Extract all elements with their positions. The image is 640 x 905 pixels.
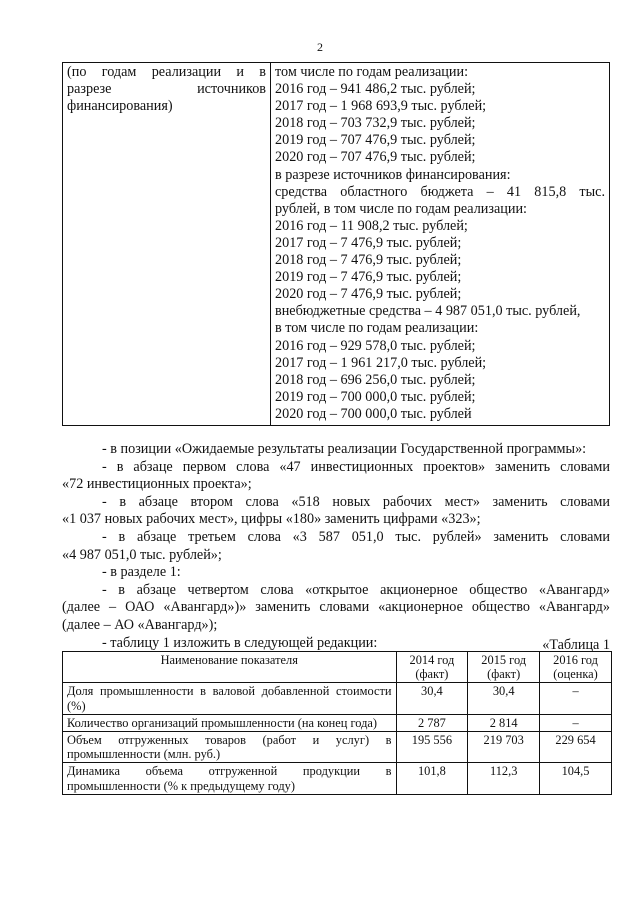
row-value-2014: 101,8 (396, 763, 468, 794)
passport-continuation-table (62, 62, 610, 426)
header-2016 (540, 652, 612, 683)
row-value-2016: 104,5 (540, 763, 612, 794)
amendment-paragraph: (далее – ОАО «Авангард»)» заменить словами «акционерное общество «Авангард» (62, 599, 610, 616)
amendment-paragraph: - в абзаце третьем слова «3 587 051,0 тыс. рублей» заменить словами (102, 528, 610, 545)
header-indicator-name: Наименование показателя (63, 652, 397, 683)
passport-line: в том числе по годам реализации: (275, 320, 479, 337)
row-value-2016: – (540, 714, 612, 731)
amendment-paragraph: «1 037 новых рабочих мест», цифры «180» заменить цифрами «323»; (62, 511, 481, 528)
row-value-2014: 30,4 (396, 683, 468, 714)
row-indicator-name: Количество организаций промышленности (на конец года) (63, 714, 397, 731)
passport-line: 2017 год – 1 961 217,0 тыс. рублей; (275, 354, 487, 371)
amendment-paragraph: (далее – АО «Авангард»); (62, 616, 218, 633)
row-value-2016: 229 654 (540, 732, 612, 763)
table-row (63, 683, 612, 714)
row-value-2014: 2 787 (396, 714, 468, 731)
header-2015 (468, 652, 540, 683)
amendment-paragraph: - таблицу 1 изложить в следующей редакции: (102, 634, 378, 651)
amendment-paragraph: - в абзаце втором слова «518 новых рабочих мест» заменить словами (102, 493, 610, 510)
header-year: 2016 год (553, 653, 598, 667)
header-year: 2015 год (481, 653, 527, 667)
row-value-2014: 195 556 (396, 732, 468, 763)
header-year: 2014 год (409, 653, 455, 667)
header-kind: (факт) (415, 667, 449, 682)
row-value-2016: – (540, 683, 612, 714)
passport-line: 2018 год – 696 256,0 тыс. рублей; (275, 371, 476, 388)
passport-line: внебюджетные средства – 4 987 051,0 тыс. рублей, (275, 303, 581, 320)
row-value-2015: 30,4 (468, 683, 540, 714)
row-indicator-name: Объем отгруженных товаров (работ и услуг) в промышленности (млн. руб.) (63, 732, 397, 763)
passport-line: 2020 год – 7 476,9 тыс. рублей; (275, 286, 462, 303)
row-indicator-name: Доля промышленности в валовой добавленной стоимости (%) (63, 683, 397, 714)
row-value-2015: 112,3 (468, 763, 540, 794)
passport-line: 2016 год – 941 486,2 тыс. рублей; (275, 81, 476, 98)
header-kind: (факт) (487, 667, 521, 682)
amendments-text (62, 441, 610, 652)
passport-left-label: (по годам реализации и в разрезе источников финансирования) (63, 63, 271, 426)
passport-line: 2017 год – 1 968 693,9 тыс. рублей; (275, 98, 487, 115)
amendment-paragraph: - в разделе 1: (102, 564, 181, 581)
table-header-row (63, 652, 612, 683)
passport-line: 2017 год – 7 476,9 тыс. рублей; (275, 234, 462, 251)
table-row (63, 714, 612, 731)
passport-line: средства областного бюджета – 41 815,8 тыс. (275, 183, 605, 200)
row-value-2015: 2 814 (468, 714, 540, 731)
amendment-paragraph: «4 987 051,0 тыс. рублей»; (62, 546, 222, 563)
passport-line: рублей, в том числе по годам реализации: (275, 200, 527, 217)
passport-line: 2019 год – 700 000,0 тыс. рублей; (275, 388, 476, 405)
page-number: 2 (317, 40, 323, 54)
indicators-table (62, 651, 612, 795)
row-indicator-name: Динамика объема отгруженной продукции в промышленности (% к предыдущему году) (63, 763, 397, 794)
amendment-paragraph: - в абзаце первом слова «47 инвестиционных проектов» заменить словами (102, 458, 610, 475)
passport-right-cell (271, 63, 610, 426)
amendment-paragraph: - в абзаце четвертом слова «открытое акционерное общество «Авангард» (102, 581, 610, 598)
passport-line: 2018 год – 703 732,9 тыс. рублей; (275, 115, 476, 132)
passport-line: 2020 год – 700 000,0 тыс. рублей (275, 405, 472, 422)
amendment-paragraph: - в позиции «Ожидаемые результаты реализации Государственной программы»: (102, 441, 587, 457)
passport-line: 2018 год – 7 476,9 тыс. рублей; (275, 252, 462, 269)
passport-line: в разрезе источников финансирования: (275, 166, 511, 183)
amendment-paragraph: «72 инвестиционных проекта»; (62, 476, 252, 493)
table-row (63, 763, 612, 794)
table-row (63, 732, 612, 763)
header-kind: (оценка) (553, 667, 598, 682)
passport-line: 2019 год – 707 476,9 тыс. рублей; (275, 132, 476, 149)
row-value-2015: 219 703 (468, 732, 540, 763)
passport-line: 2020 год – 707 476,9 тыс. рублей; (275, 149, 476, 166)
passport-line: 2016 год – 929 578,0 тыс. рублей; (275, 337, 476, 354)
passport-line: 2016 год – 11 908,2 тыс. рублей; (275, 217, 468, 234)
header-2014 (396, 652, 468, 683)
table-caption: «Таблица 1 (542, 637, 610, 653)
passport-line: том числе по годам реализации: (275, 64, 469, 80)
passport-line: 2019 год – 7 476,9 тыс. рублей; (275, 269, 462, 286)
